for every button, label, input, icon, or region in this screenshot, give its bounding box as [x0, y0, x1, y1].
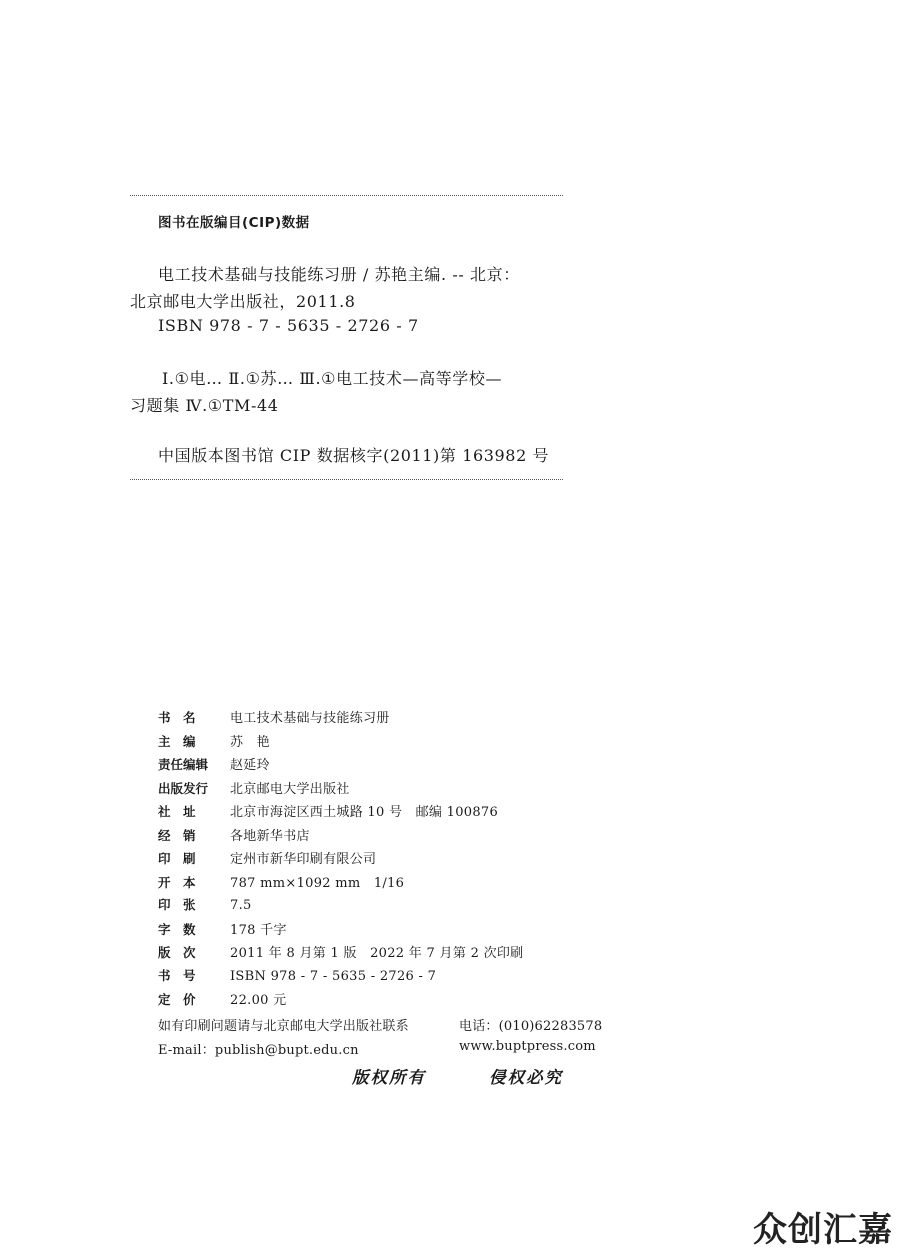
contact-phone: 电话：(010)62283578 [459, 1019, 603, 1034]
cip-bottom-divider [130, 479, 563, 480]
info-value: ISBN 978 - 7 - 5635 - 2726 - 7 [230, 969, 437, 984]
contact-website: www.buptpress.com [459, 1039, 596, 1054]
info-value: 22.00 元 [230, 993, 287, 1008]
info-row [158, 778, 350, 800]
info-row [158, 707, 390, 729]
info-row [158, 895, 252, 917]
info-label: 出版发行 [158, 781, 209, 796]
info-label: 书 号 [158, 968, 196, 983]
watermark-logo: 众创汇嘉 [753, 1210, 893, 1250]
cip-title-line: 电工技术基础与技能练习册 / 苏艳主编. -- 北京： [158, 265, 520, 284]
cip-isbn-line: ISBN 978 - 7 - 5635 - 2726 - 7 [158, 316, 419, 335]
info-value: 2011 年 8 月第 1 版 2022 年 7 月第 2 次印刷 [230, 946, 524, 961]
contact-email: E-mail：publish@bupt.edu.cn [158, 1043, 359, 1058]
info-row [158, 801, 498, 823]
info-value: 北京市海淀区西土城路 10 号 邮编 100876 [230, 805, 499, 820]
info-label: 责任编辑 [158, 757, 209, 772]
info-row [158, 754, 270, 776]
info-label: 主 编 [158, 734, 196, 749]
info-value: 电工技术基础与技能练习册 [230, 711, 390, 726]
info-row [158, 989, 286, 1011]
contact-text: 如有印刷问题请与北京邮电大学出版社联系 [158, 1019, 409, 1034]
info-row [158, 825, 310, 847]
info-value: 7.5 [230, 898, 252, 913]
cip-publisher-line: 北京邮电大学出版社，2011.8 [130, 292, 356, 311]
info-value: 787 mm×1092 mm 1/16 [230, 876, 405, 891]
info-row [158, 919, 287, 941]
info-value: 定州市新华印刷有限公司 [230, 852, 377, 867]
info-label: 印 刷 [158, 851, 196, 866]
cip-record-number: 中国版本图书馆 CIP 数据核字(2011)第 163982 号 [158, 446, 550, 465]
info-label: 字 数 [158, 922, 196, 937]
info-label: 书 名 [158, 710, 196, 725]
info-label: 经 销 [158, 828, 196, 843]
info-label: 印 张 [158, 897, 196, 912]
info-row [158, 872, 404, 894]
cip-classification-line: Ⅰ.①电… Ⅱ.①苏… Ⅲ.①电工技术—高等学校— [162, 369, 503, 388]
info-label: 社 址 [158, 804, 196, 819]
info-row [158, 942, 523, 964]
info-label: 开 本 [158, 875, 196, 890]
info-value: 北京邮电大学出版社 [230, 782, 350, 797]
info-row [158, 731, 270, 753]
info-value: 赵延玲 [230, 758, 270, 773]
info-value: 178 千字 [230, 923, 287, 938]
info-label: 版 次 [158, 945, 196, 960]
info-row [158, 848, 376, 870]
info-label: 定 价 [158, 992, 196, 1007]
cip-top-divider [130, 195, 563, 196]
info-row [158, 966, 436, 988]
copyright-notice-left: 版权所有 [352, 1068, 426, 1087]
cip-classification-line-2: 习题集 Ⅳ.①TM-44 [130, 396, 279, 415]
cip-heading: 图书在版编目(CIP)数据 [158, 215, 310, 231]
copyright-notice-right: 侵权必究 [489, 1068, 563, 1087]
info-value: 苏 艳 [230, 735, 270, 750]
info-value: 各地新华书店 [230, 829, 310, 844]
